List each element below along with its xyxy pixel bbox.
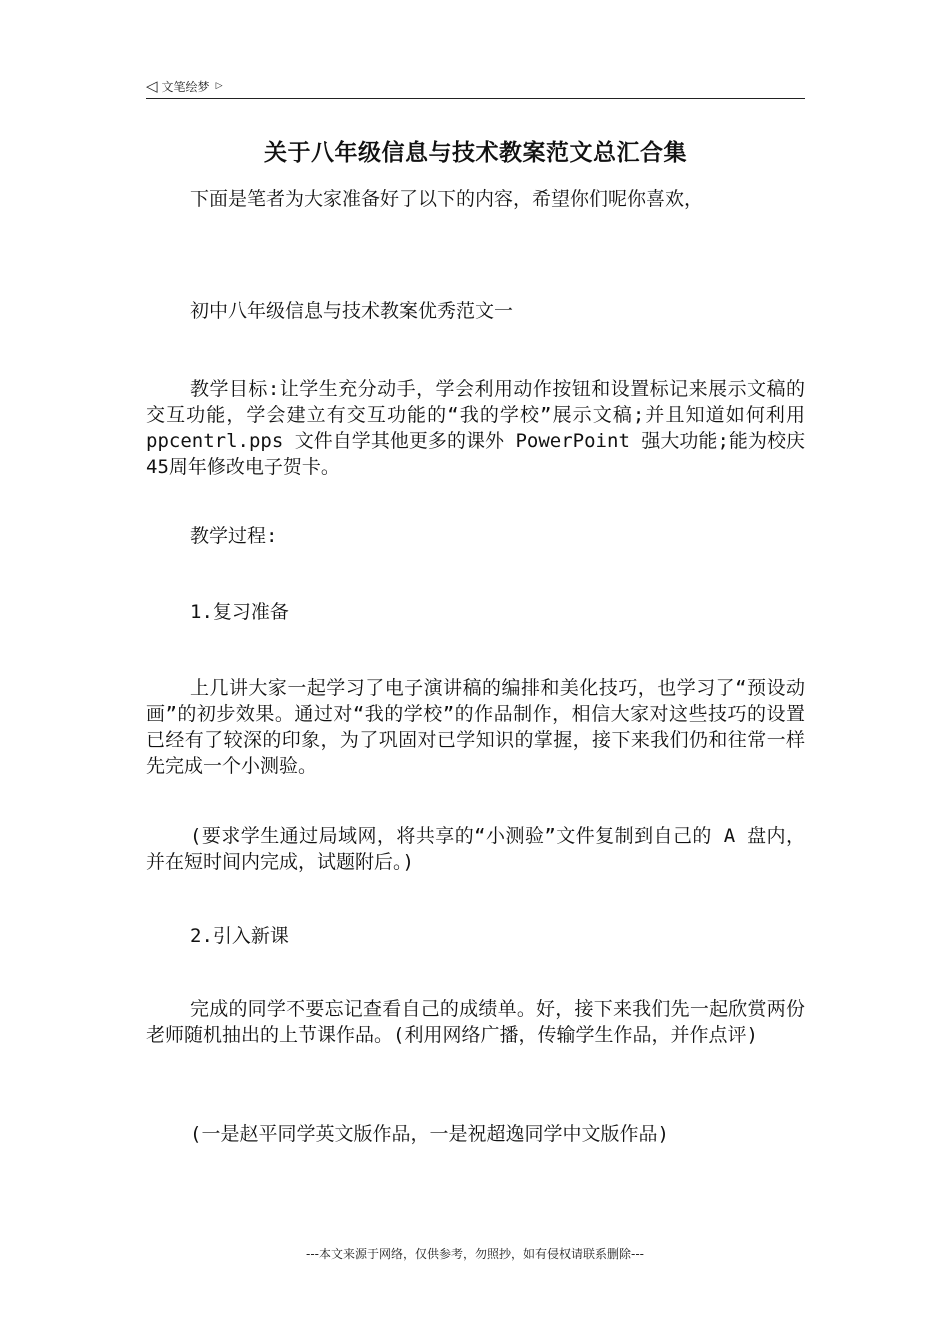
step-new-lesson-heading: 2.引入新课: [190, 925, 289, 947]
page-footer: ---本文来源于网络，仅供参考，勿照抄，如有侵权请联系删除---: [306, 1247, 644, 1261]
page-header: [146, 74, 805, 99]
works-note-paragraph: (一是赵平同学英文版作品，一是祝超逸同学中文版作品): [190, 1123, 669, 1145]
triangle-right-icon: ▷: [215, 80, 223, 91]
intro-paragraph: 下面是笔者为大家准备好了以下的内容，希望你们呢你喜欢，: [190, 188, 704, 210]
triangle-left-icon: ◁: [146, 76, 158, 95]
teaching-process-label: 教学过程:: [190, 525, 278, 547]
new-lesson-paragraph: 完成的同学不要忘记查看自己的成绩单。好，接下来我们先一起欣赏两份老师随机抽出的上节课作品。(利用网络广播，传输学生作品，并作点评): [146, 998, 805, 1046]
document-title: 关于八年级信息与技术教案范文总汇合集: [264, 140, 687, 166]
step-review-heading: 1.复习准备: [190, 601, 289, 623]
review-paragraph: 上几讲大家一起学习了电子演讲稿的编排和美化技巧，也学习了“预设动画”的初步效果。通过对“我的学校”的作品制作，相信大家对这些技巧的设置已经有了较深的印象，为了巩固对已学知识的掌握，接下来我们仍和往常一样先完成一个小测验。: [146, 677, 805, 777]
requirement-paragraph: (要求学生通过局域网，将共享的“小测验”文件复制到自己的 A 盘内，并在短时间内完成，试题附后。): [146, 825, 805, 873]
header-brand: 文笔绘梦: [161, 79, 210, 94]
section-heading: 初中八年级信息与技术教案优秀范文一: [190, 300, 514, 322]
teaching-goals-paragraph: 教学目标:让学生充分动手，学会利用动作按钮和设置标记来展示文稿的交互功能，学会建立有交互功能的“我的学校”展示文稿;并且知道如何利用 ppcentrl.pps 文件自学其他更多的课外 PowerPoint 强大功能;能为校庆45周年修改电子贺卡。: [146, 378, 805, 478]
